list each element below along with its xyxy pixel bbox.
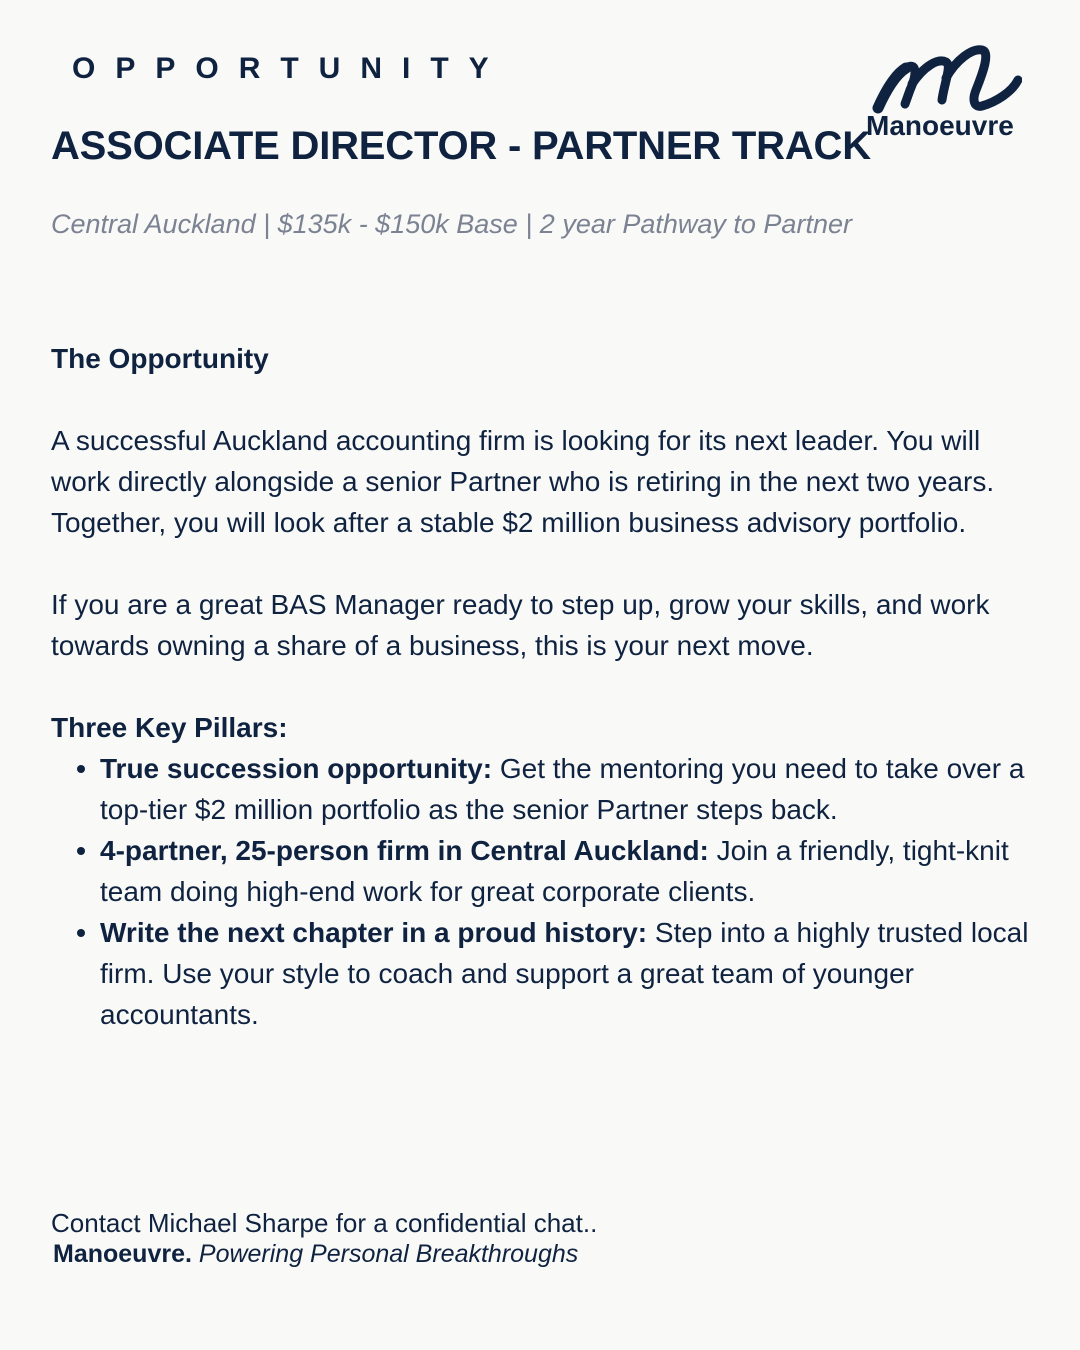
pillar-lead: 4-partner, 25-person firm in Central Auckland: [100, 835, 709, 866]
spacer [51, 543, 1041, 584]
pillars-list [51, 748, 1041, 1035]
spacer [51, 666, 1041, 707]
pillar-text: Get the mentoring you need to take over a top-tier $2 million portfolio as the senior Partner steps back. [100, 753, 1025, 825]
pillar-lead: True succession opportunity: [100, 753, 493, 784]
candidate-paragraph: If you are a great BAS Manager ready to step up, grow your skills, and work towards owning a share of a business, this is your next move. [51, 589, 990, 661]
logo-wordmark: Manoeuvre [866, 110, 1014, 141]
intro-paragraph: A successful Auckland accounting firm is looking for its next leader. You will work directly alongside a senior Partner who is retiring in the next two years. Together, you will look after a stable $2 million business advisory portfolio. [51, 425, 995, 538]
page-title: ASSOCIATE DIRECTOR - PARTNER TRACK [51, 124, 871, 168]
signoff [53, 1240, 578, 1269]
list-item [51, 748, 1041, 830]
job-description [51, 338, 1041, 1035]
pillars-heading: Three Key Pillars: [51, 712, 288, 743]
brand-name: Manoeuvre. [53, 1240, 192, 1268]
list-item [51, 912, 1041, 1035]
manoeuvre-logo [862, 40, 1032, 150]
tagline: Powering Personal Breakthroughs [198, 1240, 579, 1268]
contact-line: Contact Michael Sharpe for a confidential chat.. [51, 1208, 598, 1238]
section-heading: The Opportunity [51, 343, 269, 374]
eyebrow-label: OPPORTUNITY [72, 52, 509, 85]
pillar-text: Step into a highly trusted local firm. Use your style to coach and support a great team of younger accountants. [100, 917, 1029, 1030]
pillar-text: Join a friendly, tight-knit team doing high-end work for great corporate clients. [100, 835, 1009, 907]
spacer [51, 379, 1041, 420]
pillar-lead: Write the next chapter in a proud history: [100, 917, 648, 948]
script-m-logo-icon [872, 40, 1022, 116]
list-item [51, 830, 1041, 912]
role-summary: Central Auckland | $135k - $150k Base | 2 year Pathway to Partner [51, 209, 852, 239]
